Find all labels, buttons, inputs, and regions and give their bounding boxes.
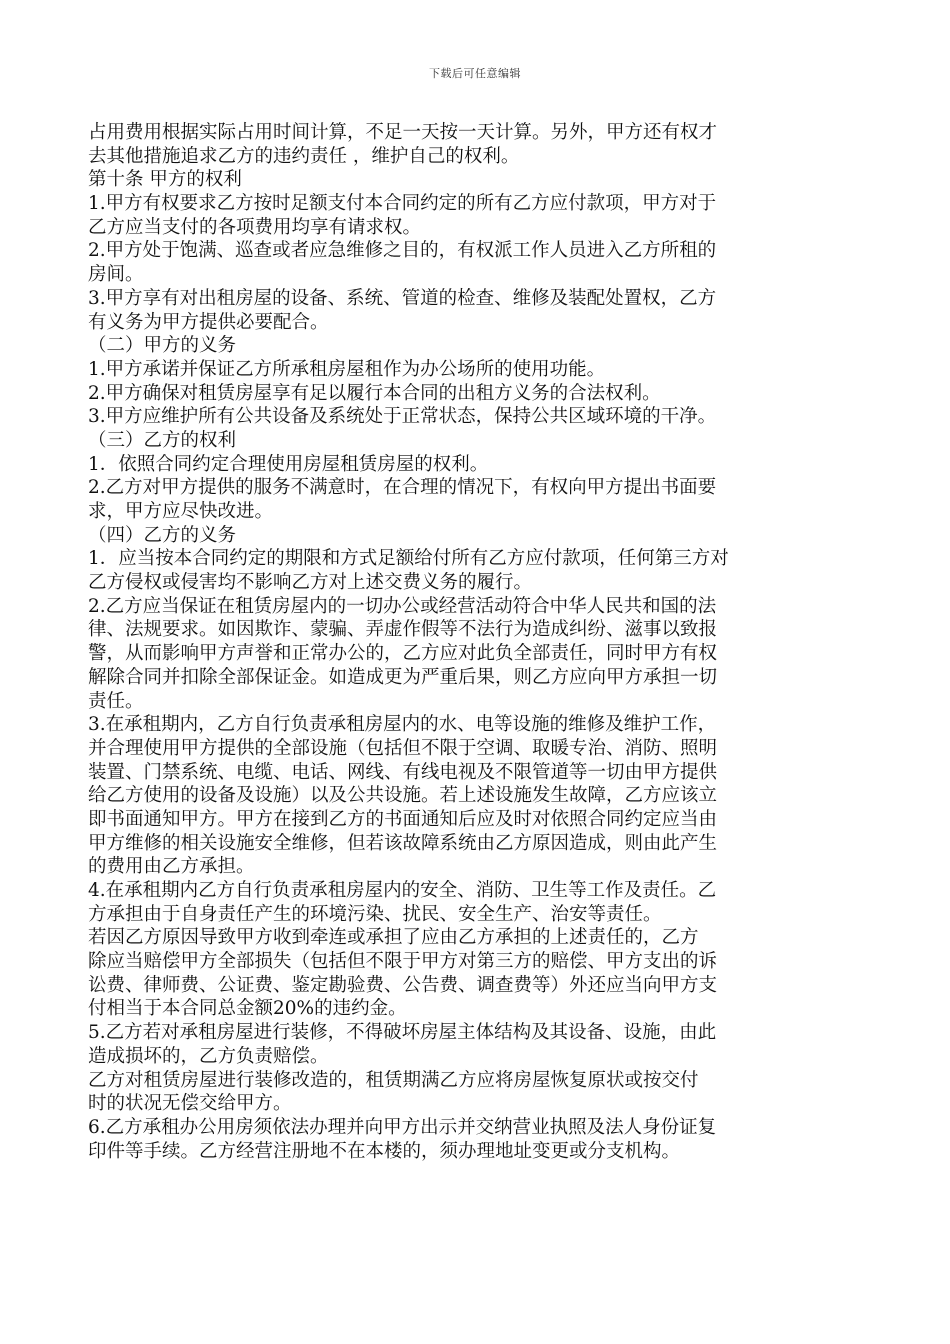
text-line: 乙方对租赁房屋进行装修改造的，租赁期满乙方应将房屋恢复原状或按交付 — [88, 1069, 699, 1091]
text-line: 时的状况无偿交给甲方。 — [88, 1093, 292, 1115]
text-line: 除应当赔偿甲方全部损失（包括但不限于甲方对第三方的赔偿、甲方支出的诉 — [88, 951, 718, 973]
text-line: 装置、门禁系统、电缆、电话、网线、有线电视及不限管道等一切由甲方提供 — [88, 761, 718, 783]
text-line: （三）乙方的权利 — [88, 429, 237, 451]
text-line: 付相当于本合同总金额20%的违约金。 — [88, 998, 407, 1020]
text-line: 的费用由乙方承担。 — [88, 856, 255, 878]
text-line: 乙方应当支付的各项费用均享有请求权。 — [88, 216, 422, 238]
text-line: 印件等手续。乙方经营注册地不在本楼的，须办理地址变更或分支机构。 — [88, 1140, 681, 1162]
text-line: 1．应当按本合同约定的期限和方式足额给付所有乙方应付款项，任何第三方对 — [88, 548, 729, 570]
text-line: 若因乙方原因导致甲方收到牵连或承担了应由乙方承担的上述责任的，乙方 — [88, 927, 699, 949]
text-line: 责任。 — [88, 690, 144, 712]
text-line: 1．依照合同约定合理使用房屋租赁房屋的权利。 — [88, 453, 489, 475]
text-line: 2.甲方确保对租赁房屋享有足以履行本合同的出租方义务的合法权利。 — [88, 382, 661, 404]
text-line: 给乙方使用的设备及设施）以及公共设施。若上述设施发生故障，乙方应该立 — [88, 785, 718, 807]
text-line: 房间。 — [88, 264, 144, 286]
page-header: 下载后可任意编辑 — [429, 67, 521, 80]
text-line: 2.乙方应当保证在租赁房屋内的一切办公或经营活动符合中华人民共和国的法 — [88, 595, 717, 617]
text-line: 1.甲方有权要求乙方按时足额支付本合同约定的所有乙方应付款项，甲方对于 — [88, 193, 717, 215]
text-line: 4.在承租期内乙方自行负责承租房屋内的安全、消防、卫生等工作及责任。乙 — [88, 880, 717, 901]
text-line: 第十条 甲方的权利 — [88, 169, 242, 191]
text-line: 求，甲方应尽快改进。 — [88, 501, 274, 522]
text-line: 并合理使用甲方提供的全部设施（包括但不限于空调、取暖专治、消防、照明 — [88, 737, 718, 759]
text-line: 即书面通知甲方。甲方在接到乙方的书面通知后应及时对依照合同约定应当由 — [88, 808, 718, 830]
document-body — [88, 121, 864, 1163]
text-line: 律、法规要求。如因欺诈、蒙骗、弄虚作假等不法行为造成纠纷、滋事以致报 — [88, 619, 718, 641]
text-line: 3.在承租期内，乙方自行负责承租房屋内的水、电等设施的维修及维护工作， — [88, 714, 717, 736]
text-line: 2.甲方处于饱满、巡查或者应急维修之目的，有权派工作人员进入乙方所租的 — [88, 240, 717, 262]
text-line: 警，从而影响甲方声誉和正常办公的，乙方应对此负全部责任，同时甲方有权 — [88, 643, 718, 665]
text-line: 甲方维修的相关设施安全维修，但若该故障系统由乙方原因造成，则由此产生 — [88, 832, 718, 854]
text-line: 乙方侵权或侵害均不影响乙方对上述交费义务的履行。 — [88, 572, 533, 594]
text-line: 占用费用根据实际占用时间计算，不足一天按一天计算。另外，甲方还有权才 — [88, 122, 718, 143]
text-line: （二）甲方的义务 — [88, 335, 237, 357]
text-line: 3.甲方应维护所有公共设备及系统处于正常状态，保持公共区域环境的干净。 — [88, 406, 717, 428]
text-line: （四）乙方的义务 — [88, 524, 237, 546]
text-line: 2.乙方对甲方提供的服务不满意时，在合理的情况下，有权向甲方提出书面要 — [88, 477, 717, 499]
text-line: 去其他措施追求乙方的违约责任 ，维护自己的权利。 — [88, 145, 520, 167]
text-line: 造成损坏的，乙方负责赔偿。 — [88, 1045, 329, 1067]
text-line: 解除合同并扣除全部保证金。如造成更为严重后果，则乙方应向甲方承担一切 — [88, 666, 718, 688]
text-line: 5.乙方若对承租房屋进行装修，不得破坏房屋主体结构及其设备、设施，由此 — [88, 1022, 717, 1044]
text-line: 3.甲方享有对出租房屋的设备、系统、管道的检查、维修及装配处置权，乙方 — [88, 287, 717, 309]
text-line: 有义务为甲方提供必要配合。 — [88, 311, 329, 333]
text-line: 6.乙方承租办公用房须依法办理并向甲方出示并交纳营业执照及法人身份证复 — [88, 1116, 717, 1138]
text-line: 讼费、律师费、公证费、鉴定勘验费、公告费、调查费等）外还应当向甲方支 — [88, 974, 718, 996]
text-line: 方承担由于自身责任产生的环境污染、扰民、安全生产、治安等责任。 — [88, 903, 662, 925]
text-line: 1.甲方承诺并保证乙方所承租房屋租作为办公场所的使用功能。 — [88, 358, 606, 380]
